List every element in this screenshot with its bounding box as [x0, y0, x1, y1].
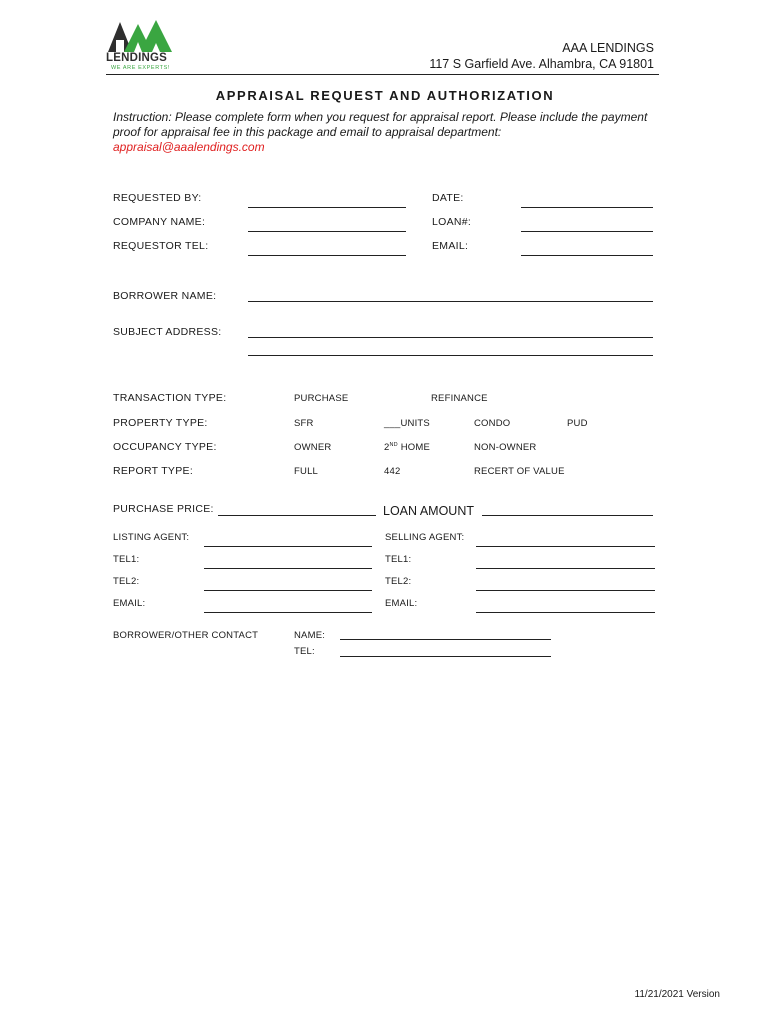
form-title: APPRAISAL REQUEST AND AUTHORIZATION [215, 88, 555, 103]
requestor-tel-field[interactable] [248, 255, 406, 256]
second-home-word: HOME [400, 442, 430, 454]
company-block [429, 40, 654, 72]
property-type-label: PROPERTY TYPE: [113, 417, 208, 429]
selling-tel1-field[interactable] [476, 568, 655, 569]
requested-by-label: REQUESTED BY: [113, 192, 202, 204]
subject-address-field-2[interactable] [248, 355, 653, 356]
company-name-label: COMPANY NAME: [113, 216, 206, 228]
company-name: AAA LENDINGS [562, 41, 654, 55]
loan-number-field[interactable] [521, 231, 653, 232]
option-full[interactable]: FULL [294, 466, 319, 477]
instruction-text [113, 110, 653, 155]
option-sfr[interactable]: SFR [294, 418, 314, 429]
other-contact-label: BORROWER/OTHER CONTACT [113, 630, 259, 641]
loan-amount-field[interactable] [482, 515, 653, 516]
listing-tel2-label: TEL2: [113, 576, 140, 587]
contact-name-label: NAME: [294, 630, 326, 641]
selling-tel2-field[interactable] [476, 590, 655, 591]
logo-wordmark: LENDINGS [106, 52, 168, 64]
borrower-name-label: BORROWER NAME: [113, 290, 217, 302]
header-divider [106, 74, 659, 75]
option-second-home[interactable] [384, 442, 430, 453]
contact-name-field[interactable] [340, 639, 551, 640]
loan-amount-label: LOAN AMOUNT [383, 504, 474, 518]
requestor-tel-label: REQUESTOR TEL: [113, 240, 209, 252]
subject-address-label: SUBJECT ADDRESS: [113, 326, 222, 338]
selling-agent-label: SELLING AGENT: [385, 532, 465, 543]
requestor-email-label: EMAIL: [432, 240, 469, 252]
contact-tel-label: TEL: [294, 646, 315, 657]
purchase-price-field[interactable] [218, 515, 376, 516]
listing-email-field[interactable] [204, 612, 372, 613]
listing-email-label: EMAIL: [113, 598, 146, 609]
purchase-price-label: PURCHASE PRICE: [113, 503, 214, 515]
listing-tel2-field[interactable] [204, 590, 372, 591]
option-pud[interactable]: PUD [567, 418, 588, 429]
selling-email-label: EMAIL: [385, 598, 418, 609]
selling-email-field[interactable] [476, 612, 655, 613]
company-name-field[interactable] [248, 231, 406, 232]
option-purchase[interactable]: PURCHASE [294, 393, 349, 404]
occupancy-type-label: OCCUPANCY TYPE: [113, 441, 217, 453]
logo-tagline: WE ARE EXPERTS! [111, 65, 171, 71]
report-type-label: REPORT TYPE: [113, 465, 194, 477]
listing-tel1-label: TEL1: [113, 554, 140, 565]
listing-agent-field[interactable] [204, 546, 372, 547]
subject-address-field-1[interactable] [248, 337, 653, 338]
selling-tel1-label: TEL1: [385, 554, 412, 565]
second-home-number: 2 [384, 442, 390, 454]
listing-tel1-field[interactable] [204, 568, 372, 569]
date-label: DATE: [432, 192, 464, 204]
option-owner[interactable]: OWNER [294, 442, 332, 453]
requested-by-field[interactable] [248, 207, 406, 208]
company-address: 117 S Garfield Ave. Alhambra, CA 91801 [429, 57, 654, 71]
option-recert-of-value[interactable]: RECERT OF VALUE [474, 466, 565, 477]
loan-number-label: LOAN#: [432, 216, 472, 228]
second-home-suffix: ND [389, 442, 398, 448]
option-refinance[interactable]: REFINANCE [431, 393, 488, 404]
listing-agent-label: LISTING AGENT: [113, 532, 190, 543]
option-units[interactable]: ___UNITS [384, 418, 430, 429]
transaction-type-label: TRANSACTION TYPE: [113, 392, 227, 404]
contact-tel-field[interactable] [340, 656, 551, 657]
option-condo[interactable]: CONDO [474, 418, 511, 429]
selling-tel2-label: TEL2: [385, 576, 412, 587]
appraisal-email-link[interactable]: appraisal@aaalendings.com [113, 140, 265, 154]
selling-agent-field[interactable] [476, 546, 655, 547]
borrower-name-field[interactable] [248, 301, 653, 302]
version-text: 11/21/2021 Version [634, 989, 720, 1000]
requestor-email-field[interactable] [521, 255, 653, 256]
date-field[interactable] [521, 207, 653, 208]
instruction-body: Instruction: Please complete form when you request for appraisal report. Please include the payment proof for appraisal fee in this package and email to appraisal department: [113, 110, 648, 139]
option-442[interactable]: 442 [384, 466, 401, 477]
option-non-owner[interactable]: NON-OWNER [474, 442, 537, 453]
